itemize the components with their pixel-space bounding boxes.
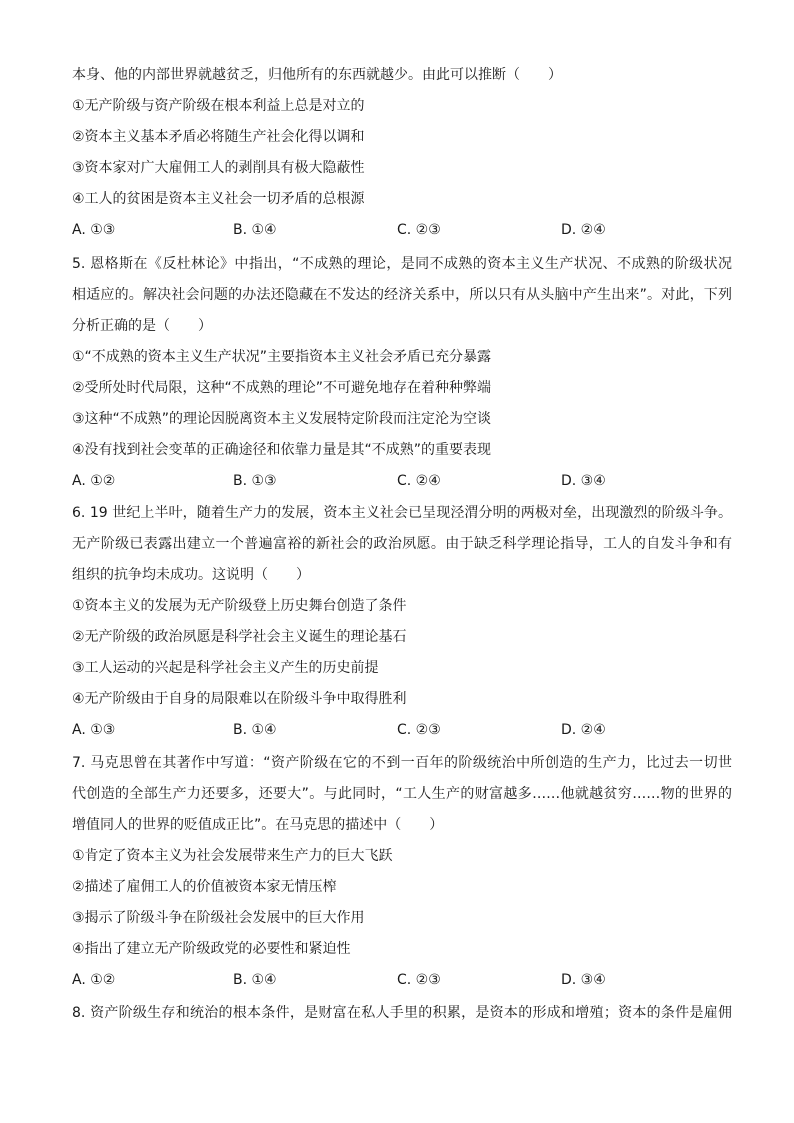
question-4-tail: 本身、他的内部世界就越贫乏，归他所有的东西就越少。由此可以推断（ ） <box>72 67 562 83</box>
q4-choice-b[interactable]: B. ①④ <box>233 222 277 238</box>
q4-option-1: ①无产阶级与资产阶级在根本利益上总是对立的 <box>72 98 365 114</box>
q4-choices <box>72 220 732 240</box>
q5-option-1: ①“不成熟的资本主义生产状况”主要指资本主义社会矛盾已充分暴露 <box>72 349 492 365</box>
q5-choice-c[interactable]: C. ②④ <box>397 473 441 489</box>
question-5-stem-line-3: 分析正确的是（ ） <box>72 318 212 334</box>
q6-choices <box>72 720 732 740</box>
q5-choice-a[interactable]: A. ①② <box>72 473 116 489</box>
q4-option-2: ②资本主义基本矛盾必将随生产社会化得以调和 <box>72 129 365 145</box>
question-8-stem-line-1: 8. 资产阶级生存和统治的根本条件，是财富在私人手里的积累，是资本的形成和增殖；资本的条件是雇佣 <box>72 1005 732 1021</box>
q5-option-2: ②受所处时代局限，这种“不成熟的理论”不可避免地存在着种种弊端 <box>72 380 492 396</box>
q7-option-1: ①肯定了资本主义为社会发展带来生产力的巨大飞跃 <box>72 848 393 864</box>
q5-choice-b[interactable]: B. ①③ <box>233 473 277 489</box>
q6-option-4: ④无产阶级由于自身的局限难以在阶级斗争中取得胜利 <box>72 691 407 707</box>
question-5-stem-line-1: 5. 恩格斯在《反杜林论》中指出，“不成熟的理论，是同不成熟的资本主义生产状况、不成熟的阶级状况 <box>72 256 732 272</box>
question-6-stem-line-3: 组织的抗争均未成功。这说明（ ） <box>72 567 310 583</box>
q5-option-3: ③这种“不成熟”的理论因脱离资本主义发展特定阶段而注定沦为空谈 <box>72 411 492 427</box>
q7-choice-a[interactable]: A. ①② <box>72 972 116 988</box>
q7-choice-d[interactable]: D. ③④ <box>561 972 606 988</box>
q4-option-4: ④工人的贫困是资本主义社会一切矛盾的总根源 <box>72 191 365 207</box>
q7-option-4: ④指出了建立无产阶级政党的必要性和紧迫性 <box>72 941 351 957</box>
q4-choice-a[interactable]: A. ①③ <box>72 222 116 238</box>
q4-choice-d[interactable]: D. ②④ <box>561 222 606 238</box>
q7-choice-b[interactable]: B. ①④ <box>233 972 277 988</box>
question-7-stem-line-2: 代创造的全部生产力还要多，还要大”。与此同时，“工人生产的财富越多……他就越贫穷……物的世界的 <box>72 786 732 802</box>
question-7-stem-line-1: 7. 马克思曾在其著作中写道：“资产阶级在它的不到一百年的阶级统治中所创造的生产力，比过去一切世 <box>72 755 732 771</box>
q4-choice-c[interactable]: C. ②③ <box>397 222 441 238</box>
q7-option-3: ③揭示了阶级斗争在阶级社会发展中的巨大作用 <box>72 910 365 926</box>
q4-option-3: ③资本家对广大雇佣工人的剥削具有极大隐蔽性 <box>72 160 365 176</box>
q7-choices <box>72 970 732 990</box>
question-5-stem-line-2: 相适应的。解决社会问题的办法还隐藏在不发达的经济关系中，所以只有从头脑中产生出来”。对此，下列 <box>72 287 732 303</box>
question-6-stem-line-1: 6. 19 世纪上半叶，随着生产力的发展，资本主义社会已呈现泾渭分明的两极对垒，出现激烈的阶级斗争。 <box>72 505 732 521</box>
q6-choice-d[interactable]: D. ②④ <box>561 722 606 738</box>
q5-choices <box>72 471 732 491</box>
q7-choice-c[interactable]: C. ②③ <box>397 972 441 988</box>
question-6-stem-line-2: 无产阶级已表露出建立一个普遍富裕的新社会的政治夙愿。由于缺乏科学理论指导，工人的自发斗争和有 <box>72 536 732 552</box>
q7-option-2: ②描述了雇佣工人的价值被资本家无情压榨 <box>72 879 337 895</box>
question-7-stem-line-3: 增值同人的世界的贬值成正比”。在马克思的描述中（ ） <box>72 817 444 833</box>
q5-option-4: ④没有找到社会变革的正确途径和依靠力量是其“不成熟”的重要表现 <box>72 442 492 458</box>
q6-option-3: ③工人运动的兴起是科学社会主义产生的历史前提 <box>72 660 379 676</box>
q6-choice-a[interactable]: A. ①③ <box>72 722 116 738</box>
q6-option-1: ①资本主义的发展为无产阶级登上历史舞台创造了条件 <box>72 598 407 614</box>
q6-option-2: ②无产阶级的政治夙愿是科学社会主义诞生的理论基石 <box>72 629 407 645</box>
q5-choice-d[interactable]: D. ③④ <box>561 473 606 489</box>
q6-choice-c[interactable]: C. ②③ <box>397 722 441 738</box>
q6-choice-b[interactable]: B. ①④ <box>233 722 277 738</box>
